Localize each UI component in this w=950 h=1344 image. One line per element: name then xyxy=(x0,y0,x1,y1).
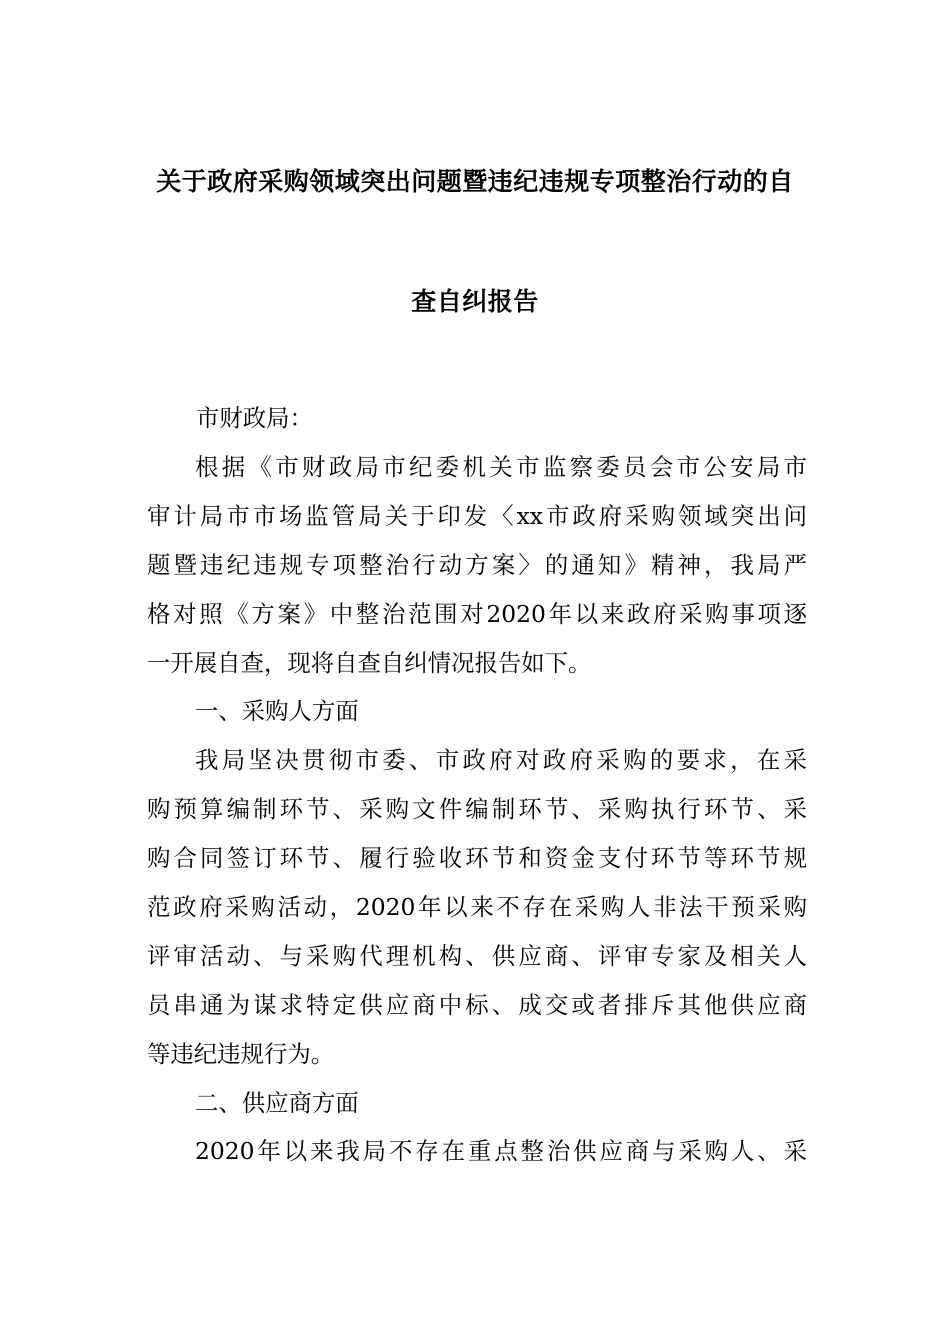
body-line: 我局坚决贯彻市委、市政府对政府采购的要求，在采 xyxy=(195,746,807,775)
body-line: 审计局市市场监管局关于印发〈xx市政府采购领域突出问 xyxy=(147,501,807,530)
salutation: 市财政局： xyxy=(196,404,313,432)
body-line: 范政府采购活动，2020年以来不存在采购人非法干预采购 xyxy=(147,893,807,922)
body-line: 员串通为谋求特定供应商中标、成交或者排斥其他供应商 xyxy=(147,990,807,1019)
body-line: 根据《市财政局市纪委机关市监察委员会市公安局市 xyxy=(195,453,807,481)
document-body xyxy=(147,443,807,1176)
body-line: 格对照《方案》中整治范围对2020年以来政府采购事项逐 xyxy=(147,599,807,628)
section-heading: 一、采购人方面 xyxy=(195,697,359,726)
body-line: 购预算编制环节、采购文件编制环节、采购执行环节、采 xyxy=(147,795,807,824)
body-line: 购合同签订环节、履行验收环节和资金支付环节等环节规 xyxy=(147,844,807,873)
document-title-line-1: 关于政府采购领域突出问题暨违纪违规专项整治行动的自 xyxy=(156,167,794,196)
body-line: 等违纪违规行为。 xyxy=(147,1039,335,1068)
document-title-line-2: 查自纠报告 xyxy=(411,287,539,316)
body-line: 评审活动、与采购代理机构、供应商、评审专家及相关人 xyxy=(147,941,807,970)
section-heading: 二、供应商方面 xyxy=(195,1088,359,1117)
body-line: 题暨违纪违规专项整治行动方案〉的通知》精神，我局严 xyxy=(147,550,807,579)
body-line: 2020年以来我局不存在重点整治供应商与采购人、采 xyxy=(195,1137,807,1166)
body-line: 一开展自查，现将自查自纠情况报告如下。 xyxy=(147,648,592,677)
